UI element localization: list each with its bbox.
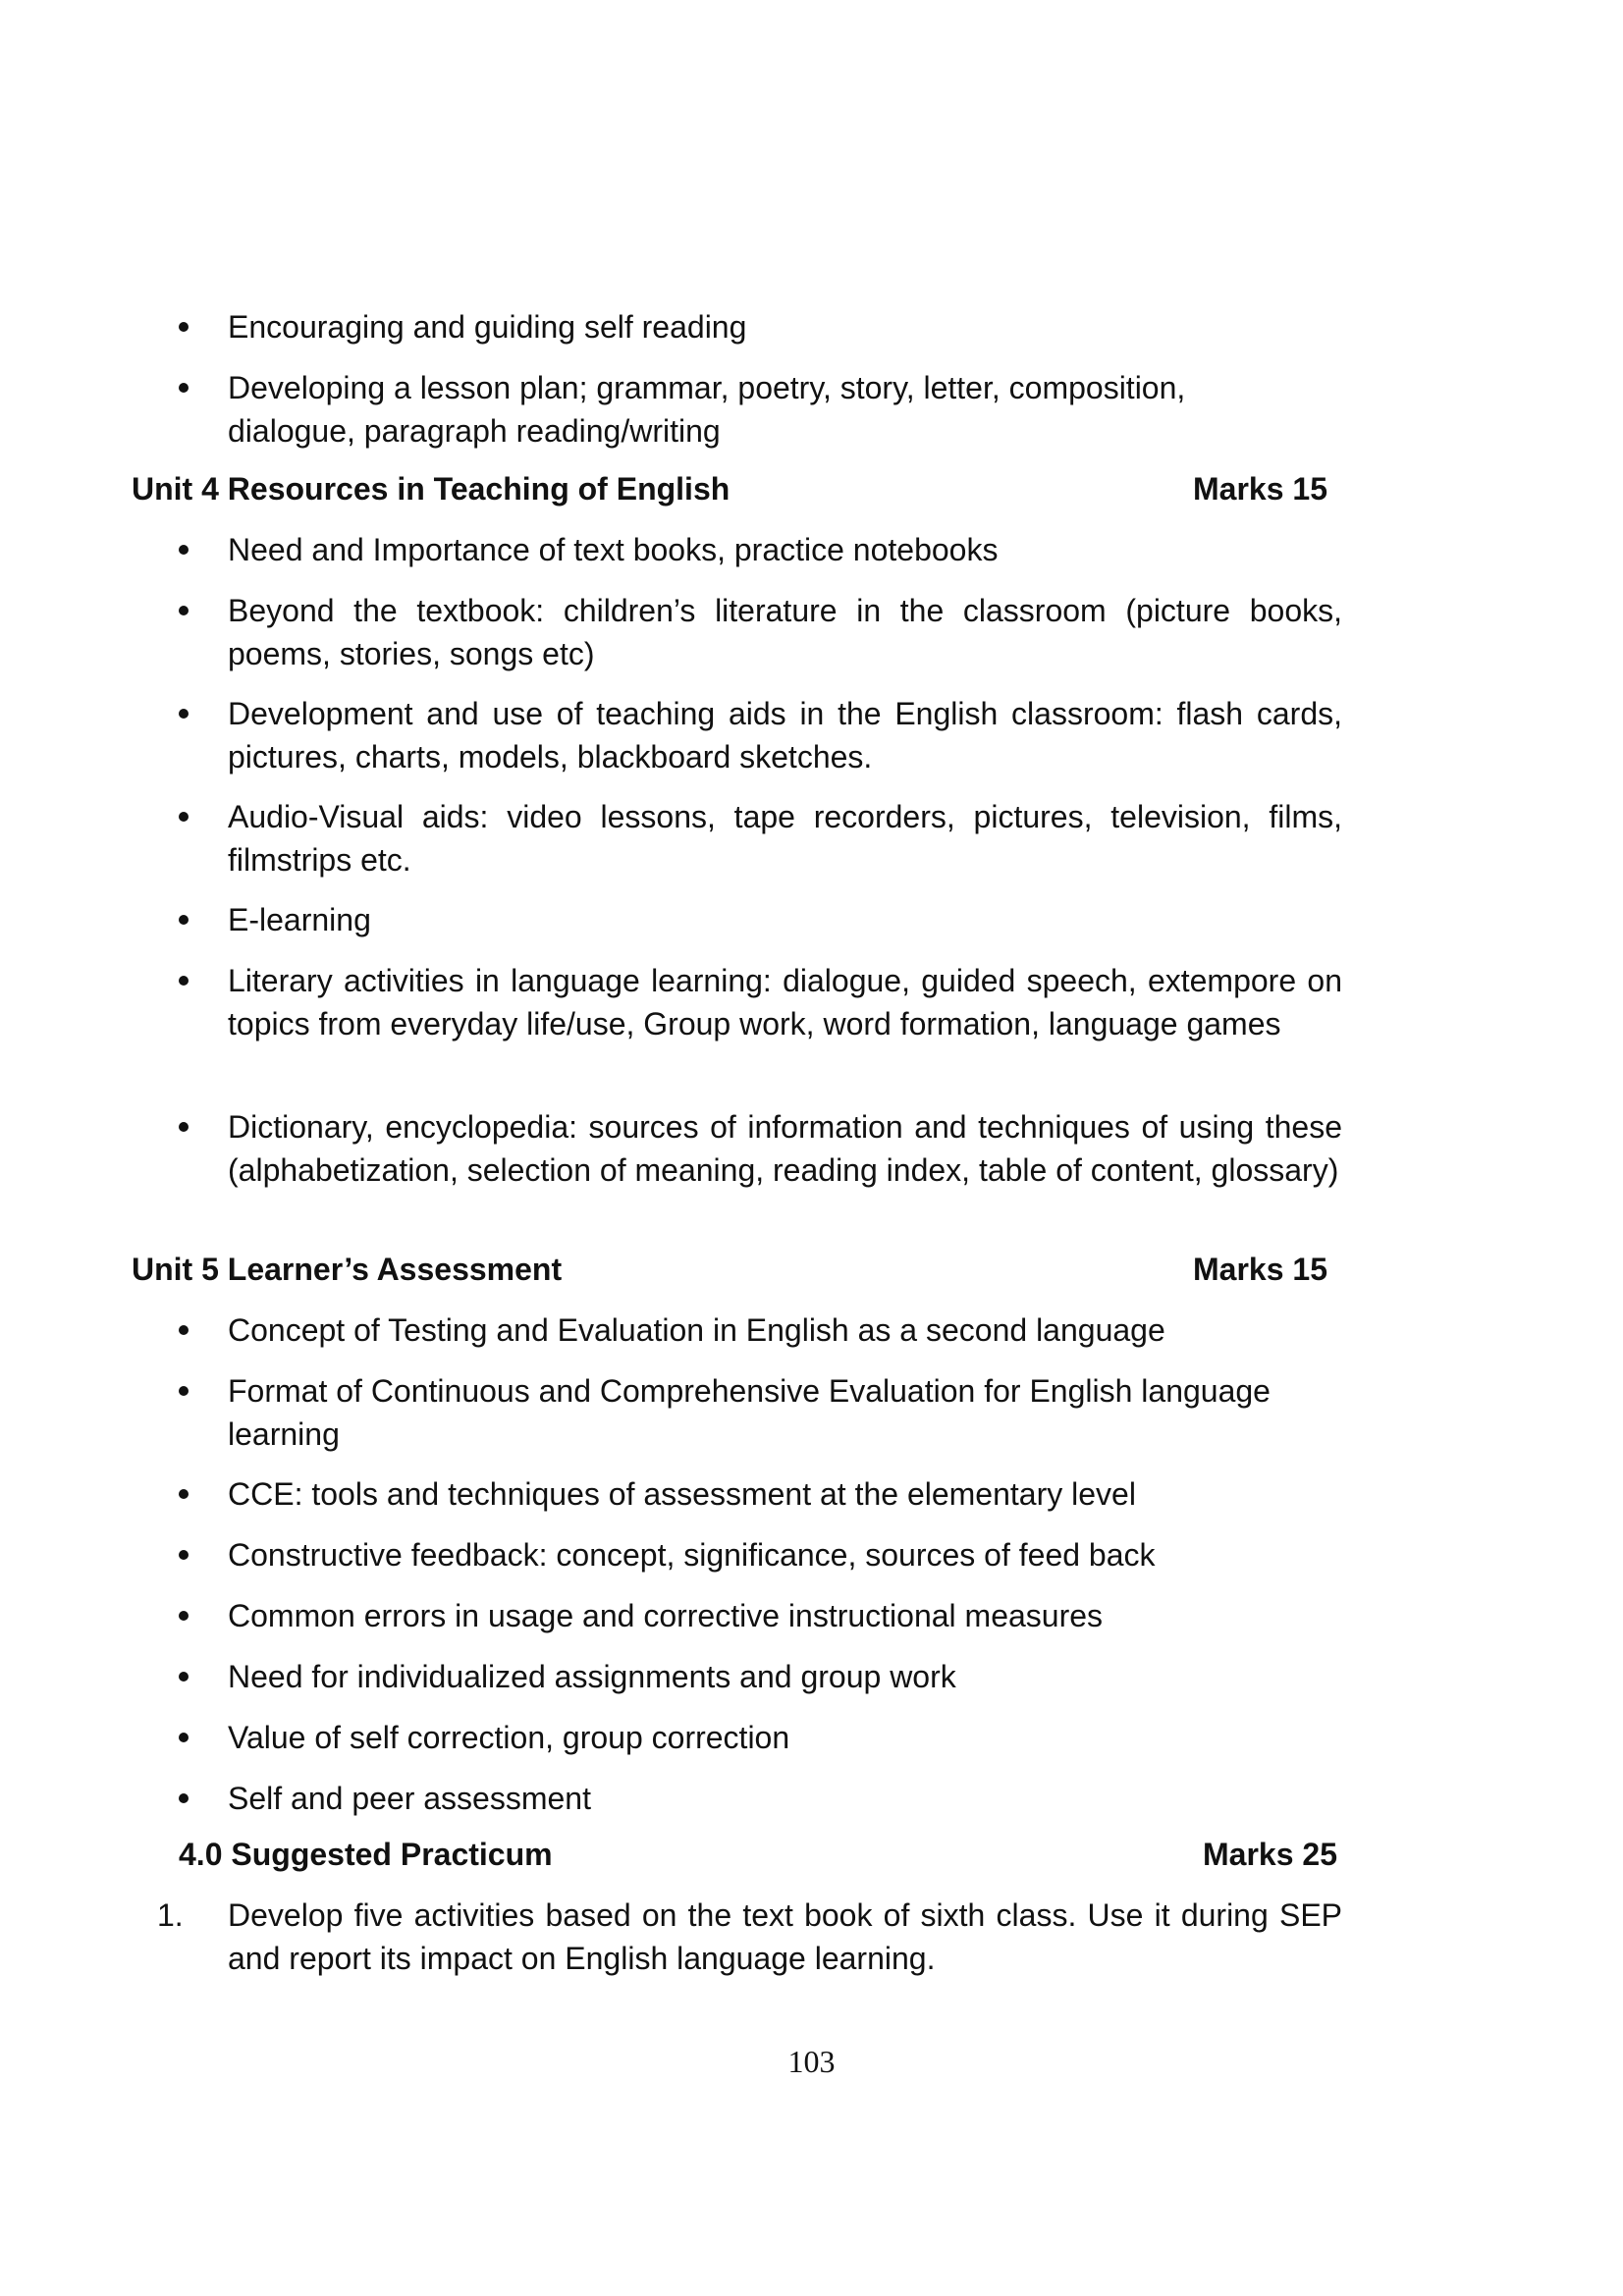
list-item: Value of self correction, group correction — [228, 1720, 790, 1755]
bullet-icon — [179, 1489, 189, 1499]
bullet-icon — [179, 915, 189, 925]
list-item: Encouraging and guiding self reading — [228, 309, 747, 345]
bullet-icon — [179, 1733, 189, 1742]
unit-5-marks: Marks 15 — [1193, 1252, 1327, 1287]
unit-4-marks: Marks 15 — [1193, 471, 1327, 507]
unit-4-title: Unit 4 Resources in Teaching of English — [132, 471, 730, 507]
bullet-icon — [179, 606, 189, 615]
practicum-item-text: Develop five activities based on the text book of sixth class. Use it during SEP and report its impact on English language learning. — [228, 1897, 1342, 1976]
bullet-icon — [179, 322, 189, 332]
list-item: Constructive feedback: concept, significance, sources of feed back — [228, 1537, 1156, 1573]
bullet-icon — [179, 1550, 189, 1560]
bullet-icon — [179, 976, 189, 986]
unit-5-title: Unit 5 Learner’s Assessment — [132, 1252, 563, 1287]
list-item: Concept of Testing and Evaluation in English as a second language — [228, 1312, 1165, 1348]
list-item: Need and Importance of text books, practice notebooks — [228, 532, 999, 567]
list-item: Need for individualized assignments and group work — [228, 1659, 956, 1694]
bullet-icon — [179, 812, 189, 822]
list-item: Development and use of teaching aids in the English classroom: flash cards, pictures, charts, models, blackboard sketches. — [228, 696, 1342, 774]
bullet-icon — [179, 1386, 189, 1396]
list-item: Beyond the textbook: children’s literature in the classroom (picture books, poems, stories, songs etc) — [228, 593, 1342, 671]
bullet-icon — [179, 1793, 189, 1803]
bullet-icon — [179, 383, 189, 393]
bullet-icon — [179, 709, 189, 719]
list-item: CCE: tools and techniques of assessment at the elementary level — [228, 1476, 1136, 1512]
list-item: Common errors in usage and corrective instructional measures — [228, 1598, 1104, 1633]
list-item: Literary activities in language learning: dialogue, guided speech, extempore on topics from everyday life/use, Group work, word formation, language games — [228, 963, 1342, 1041]
bullet-icon — [179, 1611, 189, 1621]
bullet-icon — [179, 1122, 189, 1132]
list-item: Dictionary, encyclopedia: sources of information and techniques of using these (alphabetization, selection of meaning, reading index, table of content, glossary) — [228, 1109, 1342, 1188]
list-item: Developing a lesson plan; grammar, poetry, story, letter, composition, dialogue, paragraph reading/writing — [228, 370, 1186, 449]
practicum-item-number: 1. — [157, 1897, 184, 1933]
list-item: Self and peer assessment — [228, 1781, 591, 1816]
bullet-icon — [179, 545, 189, 555]
page-number: 103 — [787, 2044, 836, 2079]
list-item: Audio-Visual aids: video lessons, tape recorders, pictures, television, films, filmstrips etc. — [228, 799, 1342, 878]
list-item: Format of Continuous and Comprehensive Evaluation for English language learning — [228, 1373, 1271, 1452]
bullet-icon — [179, 1325, 189, 1335]
practicum-title: 4.0 Suggested Practicum — [179, 1837, 553, 1872]
list-item: E-learning — [228, 902, 371, 937]
practicum-marks: Marks 25 — [1203, 1837, 1337, 1872]
bullet-icon — [179, 1672, 189, 1682]
